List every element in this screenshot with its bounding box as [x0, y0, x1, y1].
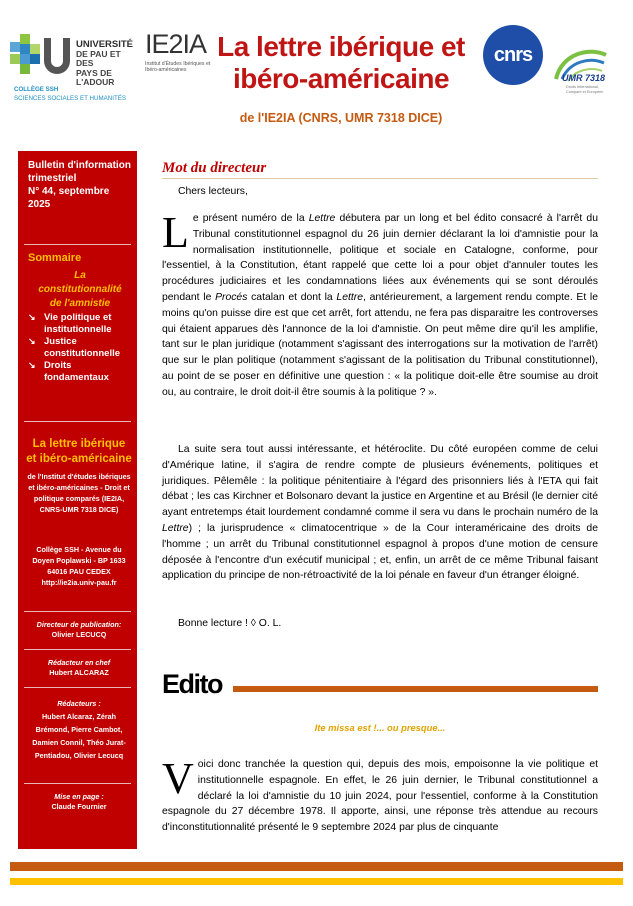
divider — [24, 611, 131, 612]
sommaire-item[interactable]: ↘ Justice constitutionnelle — [28, 336, 132, 359]
editors-block: Rédacteurs : Hubert Alcaraz, Zérah Brémond, Pierre Cambot, Damien Connil, Théo Jurat-Pentiadou, Olivier Lecucq — [32, 699, 126, 760]
director-block: Directeur de publication: Olivier LECUCQ — [36, 620, 122, 639]
paragraph: Le présent numéro de la Lettre débutera par un long et bel édito consacré à l'arrêt du Tribunal constitutionnel espagnol du 26 juin dernier déclarant la loi d'amnistie pour la normalisation institutionnelle, politique et sociale en Catalogne, conforme, pour l'essentiel, à la Constitution, étant rappelé que cette loi a pour objet d'annuler toutes les procédures judiciaires et les condamnations liées aux événements qui se sont déroulés pendant le Procés catalan et dont la Lettre, antérieurement, a largement rendu compte. Et le moins qu'on puisse dire est que cet arrêt, fort attendu, ne fera pas disparaitre les controverses qui étaient apparues dès l'annonce de la loi d'amnistie. On peut même dire qu'il les amplifie, tant sur le plan juridique (notamment s'agissant des interrogations sur la motivation de l'arrêt) que sur le plan politique (notamment s'agissant de la politisation du Tribunal constitutionnel), au point de se poser en définitive une question : « la politique doit-elle être soumise au droit ou, au contraire, le droit doit-il être soumis à la politique ? ». — [162, 208, 599, 398]
sommaire-list — [28, 312, 132, 384]
sommaire-item[interactable]: ↘ Droits fondamentaux — [28, 360, 132, 383]
cnrs-logo: cnrs — [483, 25, 543, 85]
drop-cap: V — [162, 754, 194, 803]
institute-description: de l'Institut d'études ibériques et ibéro-américaines - Droit et politique comparés (IE2IA, CNRS-UMR 7318 DICE) — [27, 472, 131, 514]
closing-signature: Bonne lecture ! ◊ O. L. — [178, 618, 282, 629]
paragraph: Voici donc tranchée la question qui, depuis des mois, empoisonne la vie politique et institutionnelle espagnole. En effet, le 26 juin dernier, le Tribunal constitutionnel a déclaré la loi d'amnistie du 10 juin 2024, pour l'essentiel, conforme à la Constitution espagnole du 27 décembre 1978. Il apporte, ainsi, une réponse très attendue au recours d'inconstitutionnalité présenté le 9 septembre 2024 par plus de cinquante — [162, 754, 598, 834]
college-sub: SCIENCES SOCIALES ET HUMANITÉS — [14, 95, 126, 102]
mot-du-directeur-heading: Mot du directeur — [162, 160, 267, 176]
edito-banner-strip — [233, 686, 598, 692]
upau-name: UNIVERSITÉ DE PAU ET DES PAYS DE L'ADOUR — [76, 39, 134, 87]
edito-heading: Edito — [162, 669, 222, 699]
college-label: COLLÈGE SSH — [14, 86, 59, 93]
edito-subtitle: Ite missa est !... ou presque... — [314, 722, 446, 733]
sommaire-heading: Sommaire — [28, 252, 82, 264]
umr-description: Droits International, Comparé et Européen — [566, 85, 604, 94]
bulletin-info: Bulletin d'information trimestriel N° 44, septembre 2025 — [28, 160, 131, 210]
divider — [162, 178, 598, 179]
ie2ia-logo — [145, 30, 215, 86]
paragraph: La suite sera tout aussi intéressante, et hétéroclite. Du côté européen comme de celui d'Amérique latine, il s'agira de rendre compte de plusieurs événements, politiques et juridiques. Pêlemêle : la politique pénitentiaire à l'égard des prisonniers liés à l'ETA qui fait débat ; les cas Kirchner et Bolsonaro devant la justice en Argentine et au Brésil (le dernier cité ayant entretemps était lourdement condamné comme il sera vu dans le prochain numéro de la Lettre) ; la jurisprudence « climatocentrique » de la Cour interaméricaine des droits de l'homme ; un arrêt du Tribunal constitutionnel espagnol à propos d'une motion de censure déposée à l'encontre d'un exécutif municipal ; et, enfin, un arrêt de ce même Tribunal faisant application du principe de non-rétroactivité de la loi pénale en faveur d'un étranger éloigné. — [162, 444, 598, 582]
upau-logo — [10, 34, 135, 109]
lettre-title: La lettre ibérique et ibéro-américaine — [26, 438, 132, 465]
umr-number: UMR 7318 — [562, 73, 606, 83]
issue-number: N° 44, septembre 2025 — [28, 186, 110, 210]
divider — [24, 649, 131, 650]
drop-cap: L — [162, 208, 189, 257]
divider — [24, 687, 131, 688]
umr-logo — [548, 45, 618, 101]
upau-emblem-icon — [10, 34, 58, 76]
newsletter-subtitle: de l'IE2IA (CNRS, UMR 7318 DICE) — [239, 111, 443, 125]
footer-bar-gold — [10, 878, 623, 885]
newsletter-title: La lettre ibérique et ibéro-américaine — [217, 31, 465, 94]
institute-address: Collège SSH - Avenue du Doyen Poplawski - BP 1633 64016 PAU CEDEX http://ie2ia.univ-pau.fr — [32, 545, 126, 587]
layout-block: Mise en page : Claude Fournier — [51, 792, 107, 811]
greeting: Chers lecteurs, — [178, 186, 248, 197]
divider — [24, 783, 131, 784]
sommaire-item[interactable]: ↘ Vie politique et institutionnelle — [28, 312, 132, 335]
footer-bar-orange — [10, 862, 623, 871]
divider — [24, 244, 131, 245]
ie2ia-word: IE2IA — [145, 29, 207, 59]
sommaire-subheading: La constitutionnalité de l'amnistie — [38, 270, 122, 309]
chief-block: Rédacteur en chef Hubert ALCARAZ — [47, 658, 111, 677]
divider — [24, 421, 131, 422]
ie2ia-sub: Institut d'Études Ibériques et Ibéro-américaines — [145, 61, 211, 73]
sidebar — [18, 151, 137, 849]
